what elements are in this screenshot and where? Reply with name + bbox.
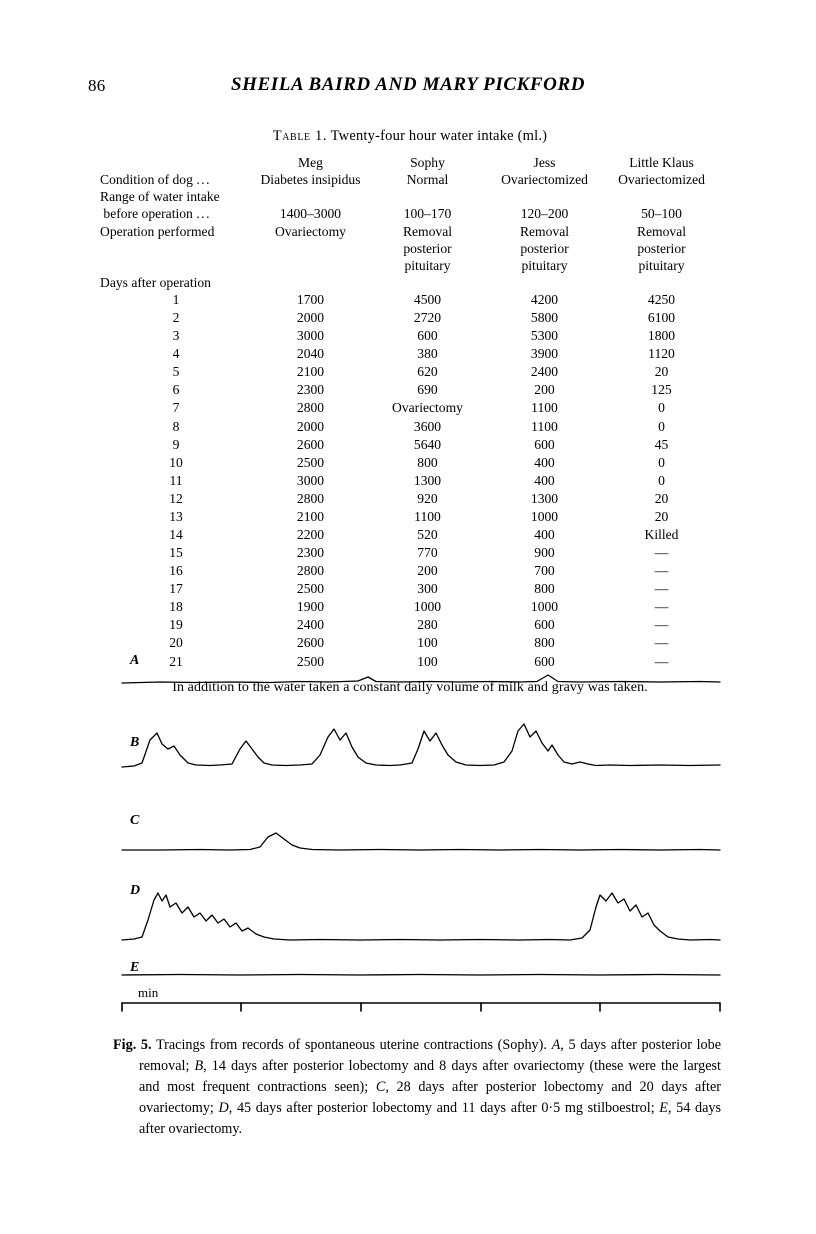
cell-klaus: — <box>654 617 669 633</box>
operation-line: posterior <box>403 240 452 256</box>
cell-klaus: — <box>654 599 669 615</box>
operation-line: pituitary <box>404 257 451 273</box>
operation-line: posterior <box>637 240 686 256</box>
table-row <box>100 598 720 616</box>
range-value-1: 100–170 <box>403 206 452 222</box>
tracings-svg <box>100 645 732 1030</box>
operation-line: pituitary <box>638 257 685 273</box>
table-row <box>100 309 720 327</box>
cell-sophy: 520 <box>417 527 438 543</box>
cell-jess: 5800 <box>530 310 559 326</box>
day-number: 12 <box>169 490 183 506</box>
operation-value-1 <box>369 223 486 274</box>
day-number: 2 <box>172 310 180 326</box>
trace-path-b <box>122 724 720 767</box>
table-row <box>100 274 720 291</box>
empty-cell <box>486 274 603 291</box>
row-label-condition-dots: ... <box>196 172 212 188</box>
operation-value-2 <box>486 223 603 274</box>
cell-jess: 4200 <box>530 292 559 307</box>
cell-sophy: 3600 <box>413 418 442 434</box>
trace-label-b: B <box>130 735 140 750</box>
operation-value-3 <box>603 223 720 274</box>
table-row <box>100 436 720 454</box>
column-header-sub-3: Ovariectomized <box>618 172 705 188</box>
operation-line: posterior <box>520 240 569 256</box>
day-number: 16 <box>169 563 183 579</box>
cell-klaus: — <box>654 545 669 561</box>
range-value-0: 1400–3000 <box>279 206 342 222</box>
operation-line: pituitary <box>521 257 568 273</box>
cell-meg: 2000 <box>296 418 325 434</box>
cell-klaus: 125 <box>651 382 672 398</box>
cell-jess: 600 <box>534 653 555 669</box>
figure-caption-body: Tracings from records of spontaneous uterine contractions (Sophy). A, 5 days after posterior lobe removal; B, 14 days after posterior lobectomy and 8 days after ovariectomy (these were the largest and most frequent contractions seen); C, 28 days after posterior lobectomy and 20 days after ovariectomy; D, 45 days after posterior lobectomy and 11 days after 0·5 mg stilboestrol; E, 54 days after ovariectomy. <box>139 1037 721 1137</box>
cell-klaus: 20 <box>654 508 669 524</box>
table-row <box>100 171 720 188</box>
trace-path-d <box>122 893 720 940</box>
cell-sophy: 920 <box>417 490 438 506</box>
table-caption-prefix: Table 1. <box>272 128 328 144</box>
cell-sophy: 300 <box>417 581 438 597</box>
cell-meg: 3000 <box>296 472 325 488</box>
column-header-name-3: Little Klaus <box>629 155 694 170</box>
day-number: 9 <box>172 436 180 452</box>
row-label-operation: Operation performed <box>100 223 215 239</box>
trace-path-c <box>122 833 720 850</box>
cell-meg: 2200 <box>296 527 325 543</box>
table-row <box>100 154 720 171</box>
table-row <box>100 381 720 399</box>
cell-sophy: 100 <box>417 635 438 651</box>
cell-meg: 2000 <box>296 310 325 326</box>
table-row <box>100 205 720 222</box>
cell-meg: 2100 <box>296 364 325 380</box>
table-row <box>100 616 720 634</box>
column-header-sub-1: Normal <box>406 172 449 188</box>
table-row <box>100 399 720 417</box>
empty-cell <box>603 188 720 205</box>
page-title: SHEILA BAIRD AND MARY PICKFORD <box>230 74 586 95</box>
day-number: 13 <box>169 508 183 524</box>
table-row <box>100 526 720 544</box>
cell-sophy: 620 <box>417 364 438 380</box>
cell-klaus: 0 <box>658 418 665 434</box>
row-label-range-dots: ... <box>196 206 211 222</box>
day-number: 1 <box>172 292 180 307</box>
table-row <box>100 508 720 526</box>
range-value-2: 120–200 <box>520 206 569 222</box>
cell-meg: 3000 <box>296 328 325 344</box>
cell-jess: 1000 <box>530 508 559 524</box>
cell-sophy: 1000 <box>413 599 442 615</box>
day-number: 14 <box>169 527 183 543</box>
time-axis-ticks <box>122 1003 720 1011</box>
cell-sophy: 280 <box>417 617 438 633</box>
table-caption <box>100 128 720 145</box>
operation-line: Removal <box>636 223 687 239</box>
day-number: 11 <box>169 472 183 488</box>
cell-sophy: 2720 <box>413 310 442 326</box>
day-number: 5 <box>172 364 180 380</box>
cell-meg: 1700 <box>296 292 325 307</box>
day-number: 3 <box>172 328 180 344</box>
cell-jess: 600 <box>534 436 555 452</box>
cell-klaus: 1800 <box>647 328 676 344</box>
cell-klaus: — <box>654 563 669 579</box>
table-section <box>100 128 720 696</box>
cell-jess: 200 <box>534 382 555 398</box>
operation-line: Removal <box>402 223 453 239</box>
empty-cell <box>252 274 369 291</box>
cell-klaus: Killed <box>644 527 679 543</box>
cell-sophy: 690 <box>417 382 438 398</box>
cell-jess: 600 <box>534 617 555 633</box>
cell-klaus: 4250 <box>647 292 676 307</box>
row-label-days: Days after operation <box>100 274 211 290</box>
day-number: 20 <box>169 635 183 651</box>
day-number: 17 <box>169 581 183 597</box>
day-number: 15 <box>169 545 183 561</box>
empty-cell <box>252 188 369 205</box>
day-number: 4 <box>172 346 180 362</box>
trace-path-a <box>122 675 720 683</box>
cell-jess: 1100 <box>531 400 558 416</box>
table-row <box>100 562 720 580</box>
cell-meg: 2500 <box>296 581 325 597</box>
spacer-cell <box>100 154 252 171</box>
table-row <box>100 363 720 381</box>
cell-meg: 2800 <box>296 563 325 579</box>
range-value-3: 50–100 <box>641 206 682 222</box>
cell-sophy: 770 <box>417 545 438 561</box>
table-row <box>100 454 720 472</box>
column-header-name-2: Jess <box>533 155 556 170</box>
cell-sophy: 5640 <box>413 436 442 452</box>
cell-jess: 1000 <box>530 599 559 615</box>
cell-klaus: 6100 <box>647 310 676 326</box>
cell-meg: 2600 <box>296 436 325 452</box>
running-head <box>88 74 728 100</box>
table-row <box>100 188 720 205</box>
table-row <box>100 490 720 508</box>
cell-meg: 2300 <box>296 382 325 398</box>
day-number: 7 <box>172 400 180 416</box>
cell-jess: 800 <box>534 581 555 597</box>
cell-klaus: 45 <box>654 436 669 452</box>
cell-meg: 2800 <box>296 400 325 416</box>
figure-caption-text <box>113 1035 721 1139</box>
cell-sophy: 1300 <box>413 472 442 488</box>
cell-meg: 2040 <box>296 346 325 362</box>
day-number: 18 <box>169 599 183 615</box>
table-row <box>100 223 720 274</box>
cell-jess: 900 <box>534 545 555 561</box>
operation-line: Removal <box>519 223 570 239</box>
cell-klaus: 0 <box>658 454 665 470</box>
figure-caption <box>113 1035 721 1139</box>
table-footnote: In addition to the water taken a constant daily volume of milk and gravy was taken. <box>172 679 648 695</box>
table-row <box>100 580 720 598</box>
column-header-sub-2: Ovariectomized <box>501 172 588 188</box>
empty-cell <box>369 274 486 291</box>
figure-tracings <box>100 645 732 1030</box>
table-row <box>100 327 720 345</box>
cell-sophy: Ovariectomy <box>392 400 463 416</box>
empty-cell <box>486 188 603 205</box>
day-number: 21 <box>169 653 183 669</box>
cell-sophy: 1100 <box>414 508 441 524</box>
row-label-range-line2 <box>100 205 252 222</box>
cell-jess: 400 <box>534 527 555 543</box>
cell-meg: 2500 <box>296 653 325 669</box>
cell-klaus: 20 <box>654 490 669 506</box>
cell-jess: 2400 <box>530 364 559 380</box>
trace-label-c: C <box>130 813 140 828</box>
row-label-condition <box>100 171 252 188</box>
cell-meg: 2100 <box>296 508 325 524</box>
cell-meg: 1900 <box>296 599 325 615</box>
cell-sophy: 800 <box>417 454 438 470</box>
trace-label-a: A <box>130 653 140 668</box>
cell-meg: 2500 <box>296 454 325 470</box>
cell-jess: 3900 <box>530 346 559 362</box>
figure-caption-prefix: Fig. 5. <box>113 1037 152 1053</box>
cell-klaus: 0 <box>658 400 665 416</box>
cell-sophy: 600 <box>417 328 438 344</box>
trace-label-e: E <box>130 960 140 975</box>
cell-klaus: 1120 <box>648 346 675 362</box>
cell-jess: 800 <box>534 635 555 651</box>
cell-sophy: 200 <box>417 563 438 579</box>
time-axis-label: min <box>138 985 159 1000</box>
cell-meg: 2800 <box>296 490 325 506</box>
day-number: 10 <box>169 454 183 470</box>
trace-label-d: D <box>130 883 141 898</box>
cell-jess: 400 <box>534 472 555 488</box>
table-row <box>100 345 720 363</box>
row-label-range-text: before operation <box>103 206 193 222</box>
cell-klaus: 20 <box>654 364 669 380</box>
cell-jess: 700 <box>534 563 555 579</box>
table-row <box>100 291 720 309</box>
cell-klaus: — <box>654 653 669 669</box>
table-row <box>100 418 720 436</box>
cell-klaus: — <box>654 635 669 651</box>
cell-sophy: 380 <box>417 346 438 362</box>
cell-jess: 1100 <box>531 418 558 434</box>
cell-sophy: 4500 <box>413 292 442 307</box>
operation-line: Ovariectomy <box>275 223 346 239</box>
cell-sophy: 100 <box>417 653 438 669</box>
cell-meg: 2300 <box>296 545 325 561</box>
table-row <box>100 544 720 562</box>
empty-cell <box>603 274 720 291</box>
row-label-range-line1: Range of water intake <box>100 189 220 205</box>
page-number: 86 <box>88 76 106 95</box>
cell-jess: 400 <box>534 454 555 470</box>
table-caption-text: Twenty-four hour water intake (ml.) <box>330 128 548 144</box>
cell-klaus: 0 <box>658 472 665 488</box>
table-row <box>100 472 720 490</box>
cell-meg: 2400 <box>296 617 325 633</box>
water-intake-table <box>100 154 720 671</box>
cell-jess: 5300 <box>530 328 559 344</box>
table-body-days <box>100 291 720 671</box>
column-header-sub-0: Diabetes insipidus <box>260 172 361 188</box>
operation-value-0 <box>252 223 369 274</box>
trace-path-e <box>122 975 720 976</box>
day-number: 6 <box>172 382 180 398</box>
day-number: 8 <box>172 418 180 434</box>
row-label-condition-text: Condition of dog <box>100 172 193 188</box>
column-header-name-1: Sophy <box>410 155 445 170</box>
day-number: 19 <box>169 617 183 633</box>
cell-klaus: — <box>654 581 669 597</box>
cell-jess: 1300 <box>530 490 559 506</box>
column-header-name-0: Meg <box>298 155 323 170</box>
empty-cell <box>369 188 486 205</box>
cell-meg: 2600 <box>296 635 325 651</box>
